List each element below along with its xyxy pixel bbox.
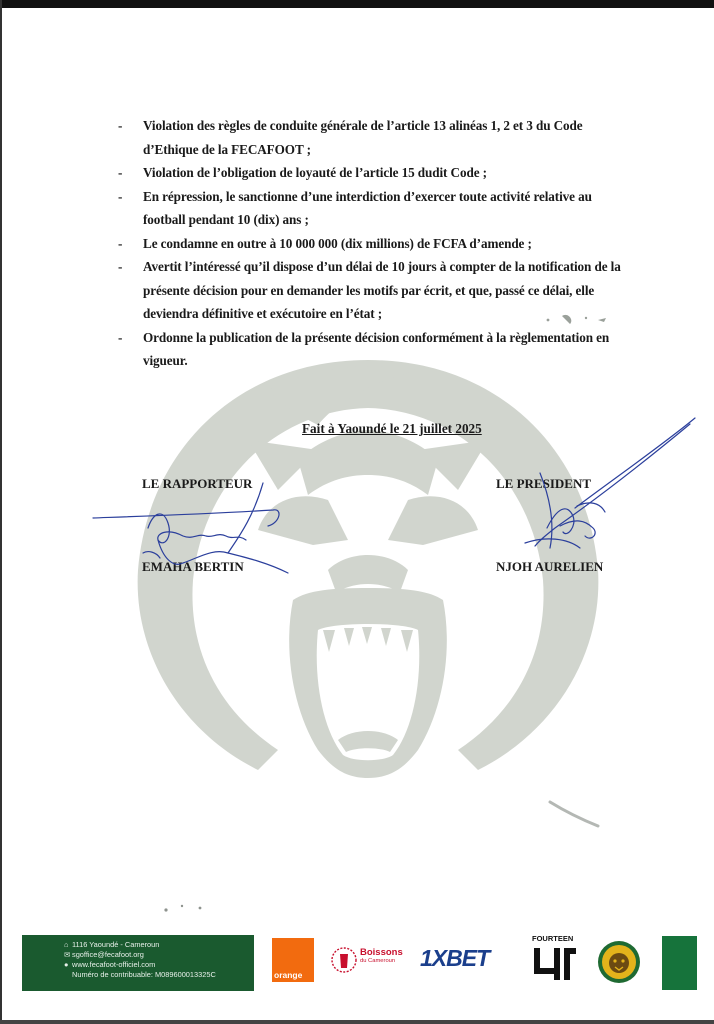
fecafoot-lion-badge-icon xyxy=(597,940,641,984)
rapporteur-title: LE RAPPORTEUR xyxy=(142,476,253,491)
globe-icon: ● xyxy=(64,960,69,969)
footer-website-row: ● www.fecafoot-officiel.com xyxy=(64,960,156,969)
footer-email-row: ✉ sgoffice@fecafoot.org xyxy=(64,950,144,959)
footer-taxpayer-row: Numéro de contribuable: M089600013325C xyxy=(72,970,216,979)
bullet-marker: - xyxy=(118,165,123,180)
mail-icon: ✉ xyxy=(64,950,71,959)
boissons-emblem-icon xyxy=(330,942,358,978)
footer-address-row: ⌂ 1116 Yaoundé - Cameroun xyxy=(64,940,160,949)
fourteen-emblem-icon xyxy=(530,944,582,984)
scan-mark-icon xyxy=(540,306,620,330)
footer-contact-block xyxy=(22,935,254,991)
scan-bottom-edge xyxy=(0,1020,714,1024)
decision-item: - Avertit l’intéressé qu’il dispose d’un délai de 10 jours à compter de la notification de la présente décision pour en demander les motifs par écrit, et que, passé ce délai, elle deviendra définitive et exécutoire en l’état ; xyxy=(118,255,628,326)
scan-left-edge xyxy=(0,0,2,1024)
home-icon: ⌂ xyxy=(64,940,69,949)
bullet-marker: - xyxy=(118,329,123,345)
bullet-marker: - xyxy=(118,235,123,251)
scan-top-edge xyxy=(0,0,714,8)
bullet-marker: - xyxy=(118,259,123,274)
decision-item: - Violation de l’obligation de loyauté de l’article 15 dudit Code ; xyxy=(118,161,628,185)
boissons-logo: Boissons du Cameroun xyxy=(328,938,412,982)
president-signature-icon xyxy=(495,408,705,568)
1xbet-logo: 1XBET xyxy=(420,945,490,971)
scan-mark-icon xyxy=(548,800,608,830)
president-name: NJOH AURELIEN xyxy=(496,559,604,574)
flag-green-bar xyxy=(662,936,697,990)
decision-list xyxy=(118,114,628,373)
decision-item: - Violation des règles de conduite générale de l’article 13 alinéas 1, 2 et 3 du Code d’Ethique de la FECAFOOT ; xyxy=(118,114,628,161)
bullet-marker: - xyxy=(118,118,123,133)
scan-mark-icon xyxy=(160,898,220,918)
bullet-marker: - xyxy=(118,188,123,204)
decision-item: - En répression, le sanctionne d’une interdiction d’exercer toute activité relative au football pendant 10 (dix) ans ; xyxy=(118,185,628,232)
fourteen-logo: FOURTEEN xyxy=(528,934,588,986)
orange-logo: orange xyxy=(272,938,314,982)
rapporteur-signature-icon xyxy=(88,478,298,588)
place-date-line: Fait à Yaoundé le 21 juillet 2025 xyxy=(302,421,482,436)
president-title: LE PRESIDENT xyxy=(496,476,591,491)
decision-item: - Ordonne la publication de la présente décision conformément à la règlementation en vigueur. xyxy=(118,326,628,373)
rapporteur-name: EMAHA BERTIN xyxy=(142,559,244,574)
decision-item: - Le condamne en outre à 10 000 000 (dix millions) de FCFA d’amende ; xyxy=(118,232,628,256)
